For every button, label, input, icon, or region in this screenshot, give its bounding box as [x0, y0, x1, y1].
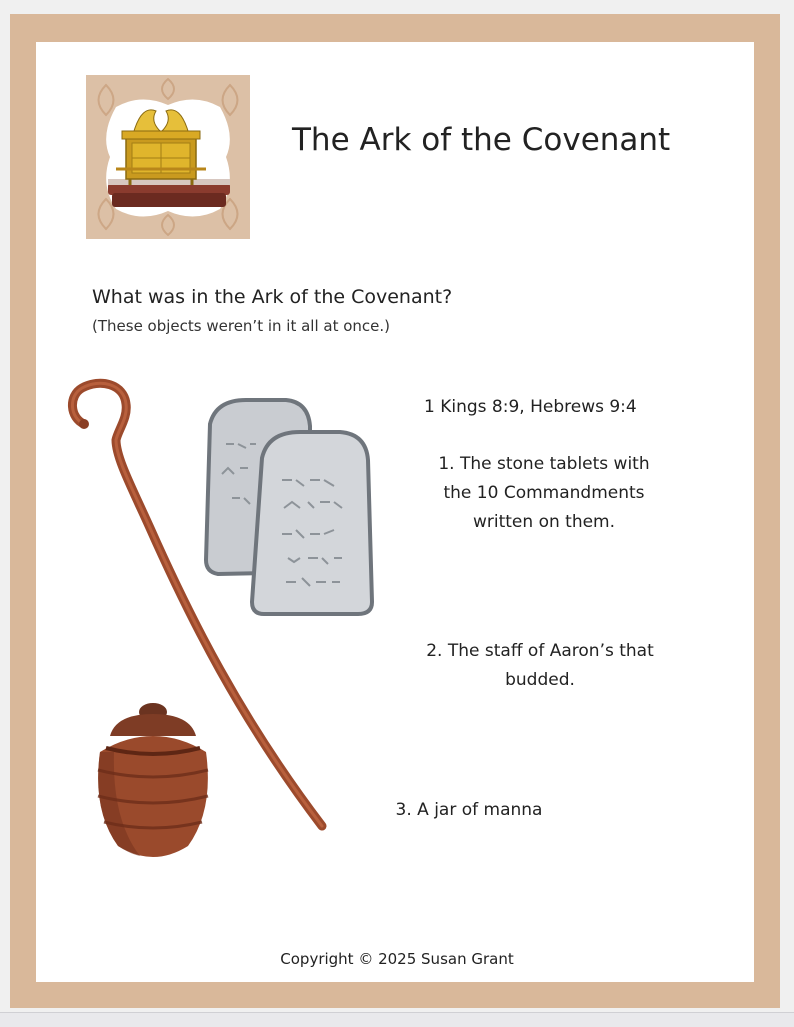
- copyright-text: Copyright © 2025 Susan Grant: [280, 950, 514, 968]
- item-line: written on them.: [472, 512, 616, 532]
- item-line: 2. The staff of Aaron’s that: [426, 641, 654, 661]
- item-line: 3. A jar of manna: [395, 800, 543, 820]
- list-item-staff: [402, 637, 678, 695]
- list-item-tablets: [414, 450, 674, 537]
- list-item-manna: [374, 796, 564, 825]
- ark-image: [86, 75, 250, 239]
- clay-jar-image: [80, 700, 226, 864]
- item-line: the 10 Commandments: [443, 483, 645, 503]
- stone-tablets-image: [196, 394, 386, 620]
- window-bottom-edge: [0, 1012, 794, 1027]
- item-line: 1. The stone tablets with: [438, 454, 650, 474]
- page-title: The Ark of the Covenant: [292, 122, 671, 158]
- item-line: budded.: [505, 670, 575, 690]
- question-text: What was in the Ark of the Covenant?: [92, 286, 453, 308]
- scripture-reference: 1 Kings 8:9, Hebrews 9:4: [424, 397, 637, 417]
- note-text: (These objects weren’t in it all at once.): [92, 317, 391, 335]
